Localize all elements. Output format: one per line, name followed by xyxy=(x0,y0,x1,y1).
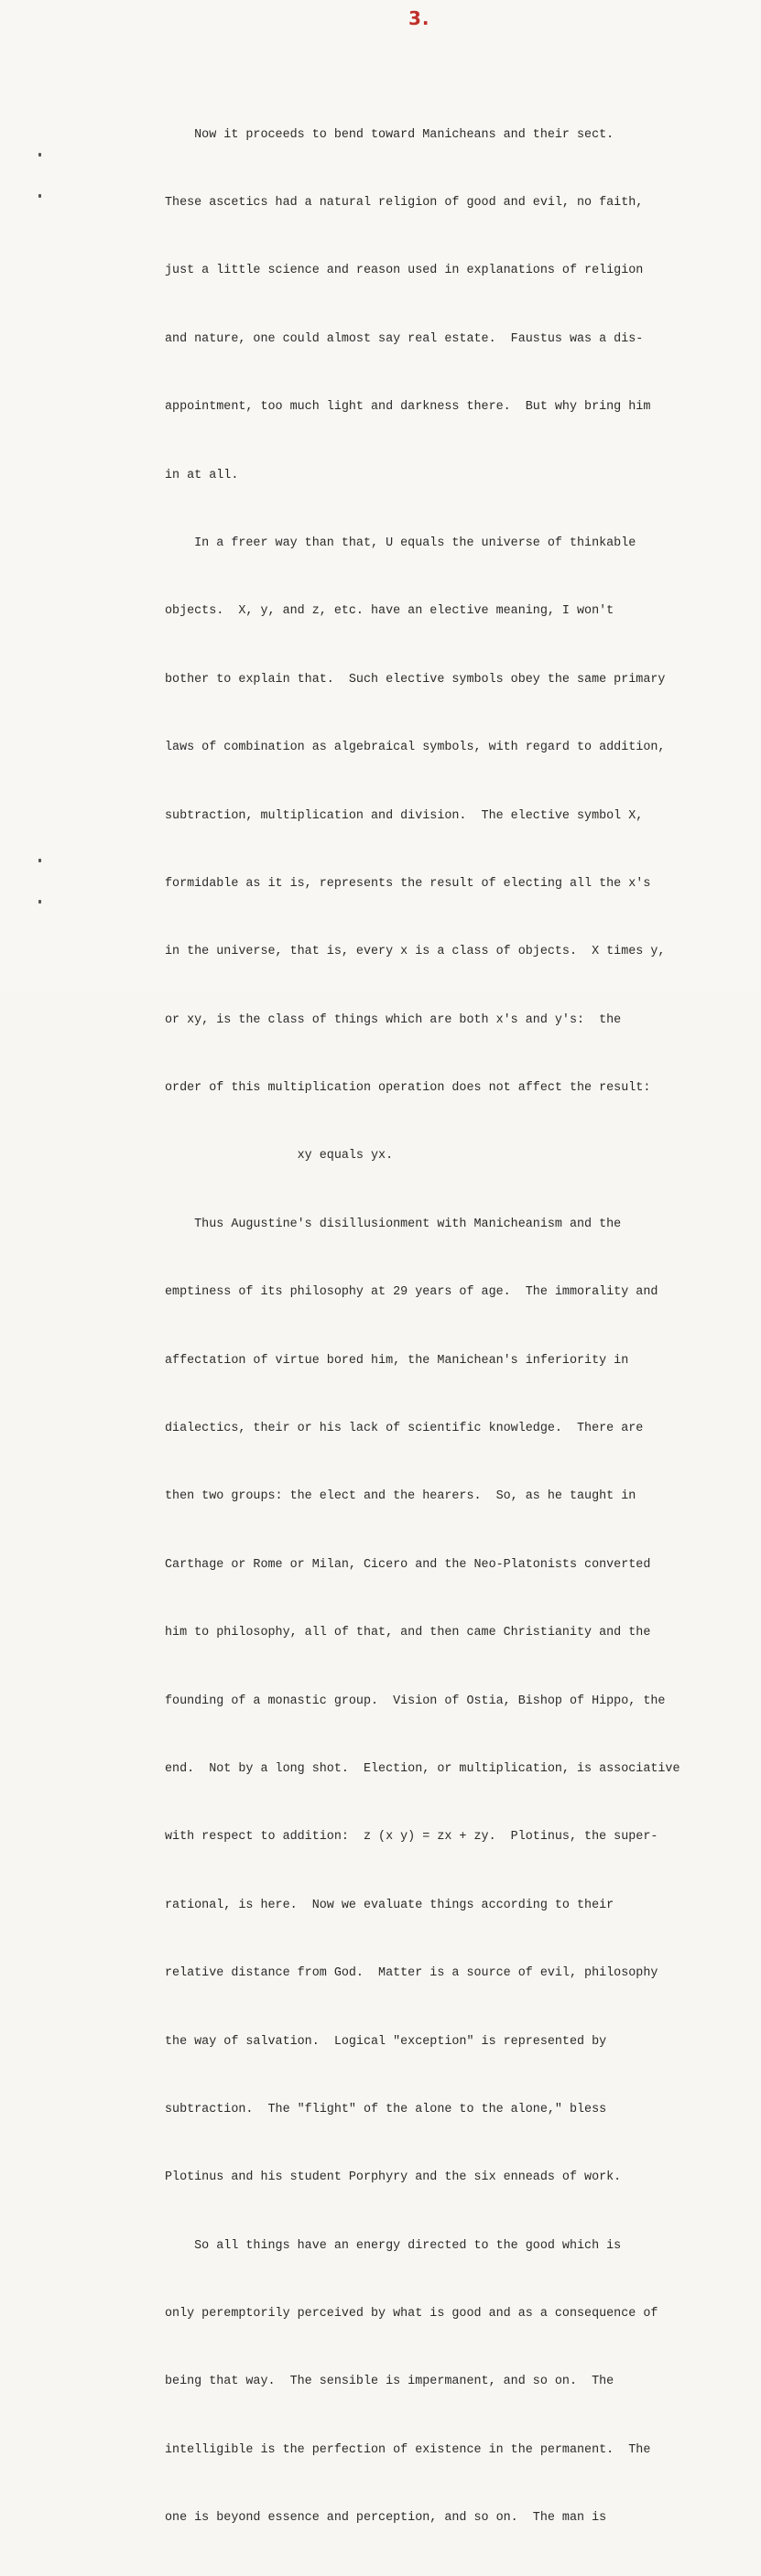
text-line: emptiness of its philosophy at 29 years of age. The immorality and xyxy=(165,1285,658,1300)
text-line: Now it proceeds to bend toward Manicheans and their sect. xyxy=(165,127,614,142)
text-line: or xy, is the class of things which are both x's and y's: the xyxy=(165,1012,622,1027)
text-line: bother to explain that. Such elective symbols obey the same primary xyxy=(165,672,666,687)
text-line: affectation of virtue bored him, the Manichean's inferiority in xyxy=(165,1353,629,1368)
text-line: in the universe, that is, every x is a class of objects. X times y, xyxy=(165,945,666,959)
text-line: in at all. xyxy=(165,468,239,482)
margin-mark xyxy=(38,859,41,862)
text-line: formidable as it is, represents the result of electing all the x's xyxy=(165,876,651,891)
text-line: intelligible is the perfection of existence in the permanent. The xyxy=(165,2442,651,2457)
text-line: Plotinus and his student Porphyry and the six enneads of work. xyxy=(165,2170,622,2185)
text-line: dialectics, their or his lack of scientific knowledge. There are xyxy=(165,1422,644,1436)
text-line: the way of salvation. Logical "exception" is represented by xyxy=(165,2034,607,2049)
text-line: then two groups: the elect and the hearers. So, as he taught in xyxy=(165,1489,636,1504)
text-line: founding of a monastic group. Vision of Ostia, Bishop of Hippo, the xyxy=(165,1694,666,1708)
body-text xyxy=(165,79,714,2576)
text-line: In a freer way than that, U equals the universe of thinkable xyxy=(165,536,636,550)
text-line: appointment, too much light and darkness there. But why bring him xyxy=(165,400,651,415)
text-line: Thus Augustine's disillusionment with Manicheanism and the xyxy=(165,1217,622,1231)
text-line: laws of combination as algebraical symbols, with regard to addition, xyxy=(165,741,666,755)
text-line: subtraction. The "flight" of the alone to the alone," bless xyxy=(165,2102,607,2116)
margin-mark xyxy=(38,900,41,904)
text-line: with respect to addition: z (x y) = zx + zy. Plotinus, the super- xyxy=(165,1830,658,1845)
margin-mark xyxy=(38,153,41,157)
text-line: only peremptorily perceived by what is good and as a consequence of xyxy=(165,2307,658,2322)
text-line: xy equals yx. xyxy=(165,1149,394,1164)
text-line: relative distance from God. Matter is a source of evil, philosophy xyxy=(165,1966,658,1981)
text-line: rational, is here. Now we evaluate things according to their xyxy=(165,1898,614,1912)
text-line: Carthage or Rome or Milan, Cicero and the Neo-Platonists converted xyxy=(165,1557,651,1572)
text-line: These ascetics had a natural religion of good and evil, no faith, xyxy=(165,195,644,210)
page-number: 3. xyxy=(408,7,430,29)
margin-mark xyxy=(38,194,41,198)
text-line: objects. X, y, and z, etc. have an elective meaning, I won't xyxy=(165,604,614,619)
text-line: him to philosophy, all of that, and then came Christianity and the xyxy=(165,1626,651,1640)
text-line: one is beyond essence and perception, and so on. The man is xyxy=(165,2511,607,2526)
text-line: being that way. The sensible is impermanent, and so on. The xyxy=(165,2375,614,2389)
text-line: and nature, one could almost say real estate. Faustus was a dis- xyxy=(165,331,644,346)
text-line: subtraction, multiplication and division. The elective symbol X, xyxy=(165,808,644,823)
text-line: order of this multiplication operation does not affect the result: xyxy=(165,1081,651,1096)
text-line: So all things have an energy directed to the good which is xyxy=(165,2238,622,2253)
text-line: just a little science and reason used in explanations of religion xyxy=(165,264,644,278)
text-line: end. Not by a long shot. Election, or multiplication, is associative xyxy=(165,1761,680,1776)
